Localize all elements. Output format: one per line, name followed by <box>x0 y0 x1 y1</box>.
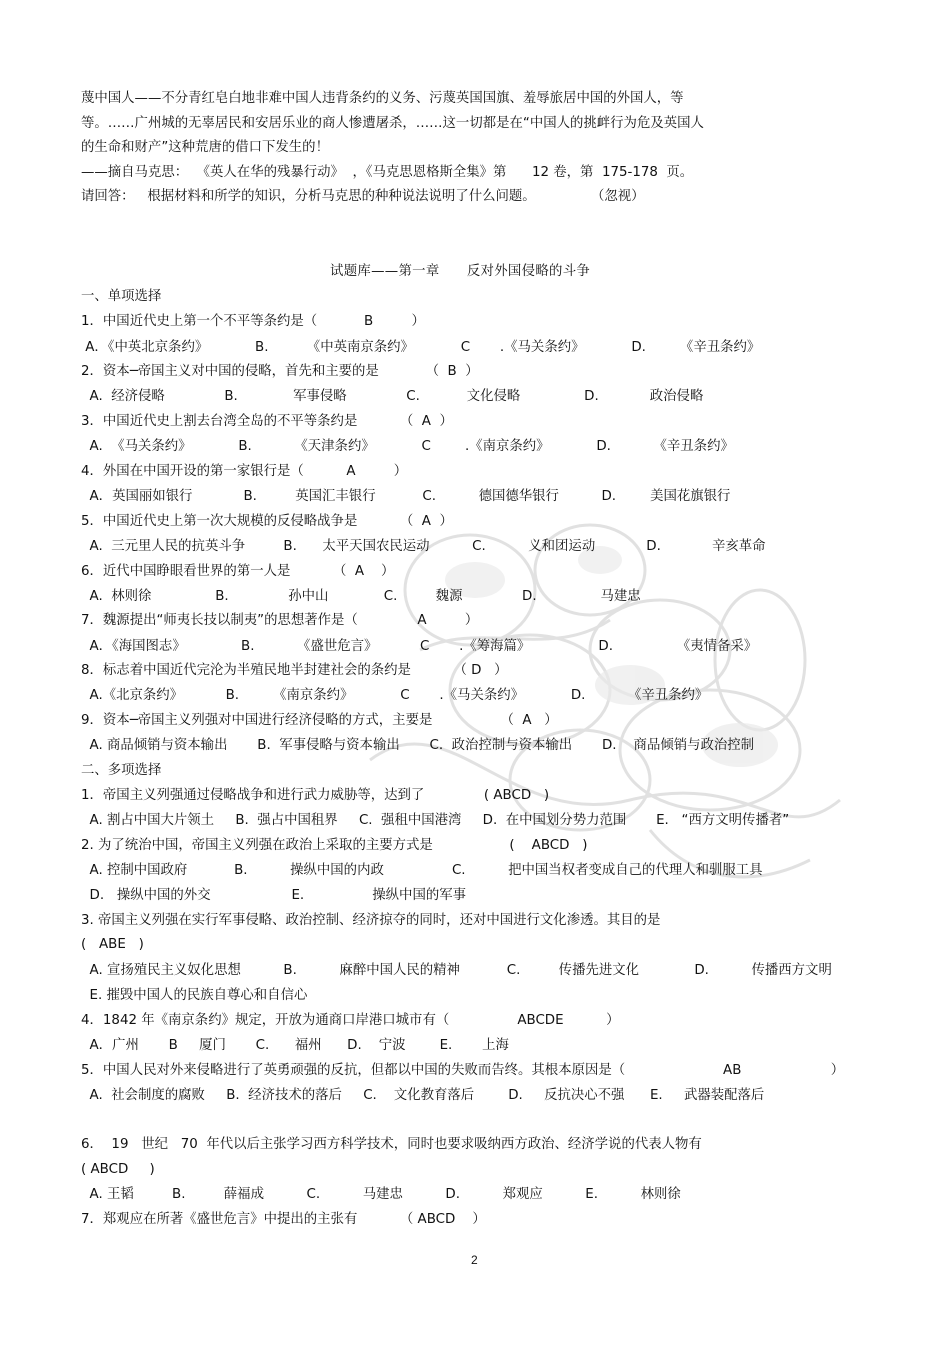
intro-line: 的生命和财产”这种荒唐的借口下发生的！ <box>81 140 329 155</box>
options-line: A．广州 B 厦门 C. 福州 D. 宁波 E. 上海 <box>81 1038 509 1053</box>
question-line: 9．资本─帝国主义列强对中国进行经济侵略的方式，主要是 （ A ） <box>81 713 558 728</box>
options-line: A. 商品倾销与资本输出 B. 军事侵略与资本输出 C. 政治控制与资本输出 D. 商品倾销与政治控制 <box>81 738 755 753</box>
answer-line: ( ABCD ) <box>81 1162 155 1177</box>
question-line: 4．外国在中国开设的第一家银行是（ A ） <box>81 464 408 479</box>
watermark-graphic <box>330 500 860 920</box>
options-line: A. 控制中国政府 B. 操纵中国的内政 C. 把中国当权者变成自己的代理人和驯服工具 <box>81 863 763 878</box>
citation-line: ——摘自马克思： 《英人在华的残暴行动》 ，《马克思恩格斯全集》第 12 卷，第 175-178 页。 <box>81 165 694 180</box>
answer-line: ( ABE ) <box>81 937 144 952</box>
question-line: 4．1842 年《南京条约》规定，开放为通商口岸港口城市有（ ABCDE ） <box>81 1013 620 1028</box>
question-line: 6． 19 世纪 70 年代以后主张学习西方科学技术，同时也要求吸纳西方政治、经济学说的代表人物有 <box>81 1137 702 1152</box>
question-line: 5．中国人民对外来侵略进行了英勇顽强的反抗，但都以中国的失败而告终。其根本原因是（ AB ） <box>81 1063 845 1078</box>
page-number: 2 <box>471 1253 478 1267</box>
question-line: 3. 帝国主义列强在实行军事侵略、政治控制、经济掠夺的同时，还对中国进行文化渗透。其目的是 <box>81 913 661 928</box>
options-line: A. 宣扬殖民主义奴化思想 B. 麻醉中国人民的精神 C. 传播先进文化 D. 传播西方文明 <box>81 963 832 978</box>
intro-line: 蔑中国人——不分青红皂白地非难中国人违背条约的义务、污蔑英国国旗、羞辱旅居中国的外国人，等 <box>81 91 684 106</box>
options-line: A．《海国图志》 B. 《盛世危言》 C .《筹海篇》 D. 《夷情备采》 <box>81 639 758 654</box>
question-prompt: 请回答： 根据材料和所学的知识，分析马克思的种种说法说明了什么问题。 （忽视） <box>81 189 645 204</box>
options-line: E. 摧毁中国人的民族自尊心和自信心 <box>81 988 308 1003</box>
options-line: A. 《马关条约》 B. 《天津条约》 C .《南京条约》 D. 《辛丑条约》 <box>81 439 734 454</box>
options-line: A.《北京条约》 B. 《南京条约》 C .《马关条约》 D. 《辛丑条约》 <box>81 688 709 703</box>
options-line: A．《中英北京条约》 B. 《中英南京条约》 C .《马关条约》 D. 《辛丑条约》 <box>81 340 761 355</box>
section-heading-multi: 二、多项选择 <box>81 763 162 778</box>
options-line: A. 经济侵略 B. 军事侵略 C. 文化侵略 D. 政治侵略 <box>81 389 704 404</box>
question-line: 7．魏源提出“师夷长技以制夷”的思想著作是（ A ） <box>81 613 479 628</box>
options-line: A. 割占中国大片领土 B. 强占中国租界 C. 强租中国港湾 D. 在中国划分势力范围 E. “西方文明传播者” <box>81 813 790 828</box>
question-line: 6．近代中国睁眼看世界的第一人是 （ A ） <box>81 564 395 579</box>
question-line: 2．资本─帝国主义对中国的侵略，首先和主要的是 （ B ） <box>81 364 479 379</box>
intro-line: 等。……广州城的无辜居民和安居乐业的商人惨遭屠杀，……这一切都是在“中国人的挑衅行为危及英国人 <box>81 116 704 131</box>
chapter-title: 试题库——第一章 反对外国侵略的斗争 <box>330 264 591 279</box>
question-line: 5．中国近代史上第一次大规模的反侵略战争是 （ A ） <box>81 514 453 529</box>
options-line: A. 三元里人民的抗英斗争 B. 太平天国农民运动 C. 义和团运动 D. 辛亥革命 <box>81 539 766 554</box>
question-line: 3．中国近代史上割去台湾全岛的不平等条约是 （ A ） <box>81 414 453 429</box>
question-line: 2. 为了统治中国，帝国主义列强在政治上采取的主要方式是 ( ABCD ) <box>81 838 588 853</box>
question-line: 1．中国近代史上第一个不平等条约是（ B ） <box>81 314 425 329</box>
options-line: A. 林则徐 B. 孙中山 C. 魏源 D. 马建忠 <box>81 589 641 604</box>
question-line: 7．郑观应在所著《盛世危言》中提出的主张有 （ ABCD ） <box>81 1212 486 1227</box>
options-line: A. 王韬 B. 薛福成 C. 马建忠 D. 郑观应 E. 林则徐 <box>81 1187 681 1202</box>
options-line: A. 社会制度的腐败 B. 经济技术的落后 C. 文化教育落后 D. 反抗决心不强 E. 武器装配落后 <box>81 1088 765 1103</box>
options-line: A．英国丽如银行 B. 英国汇丰银行 C. 德国德华银行 D. 美国花旗银行 <box>81 489 731 504</box>
question-line: 8．标志着中国近代完沦为半殖民地半封建社会的条约是 （ D ） <box>81 663 508 678</box>
section-heading-single: 一、单项选择 <box>81 289 162 304</box>
options-line: D. 操纵中国的外交 E. 操纵中国的军事 <box>81 888 467 903</box>
question-line: 1．帝国主义列强通过侵略战争和进行武力威胁等，达到了 ( ABCD ) <box>81 788 550 803</box>
